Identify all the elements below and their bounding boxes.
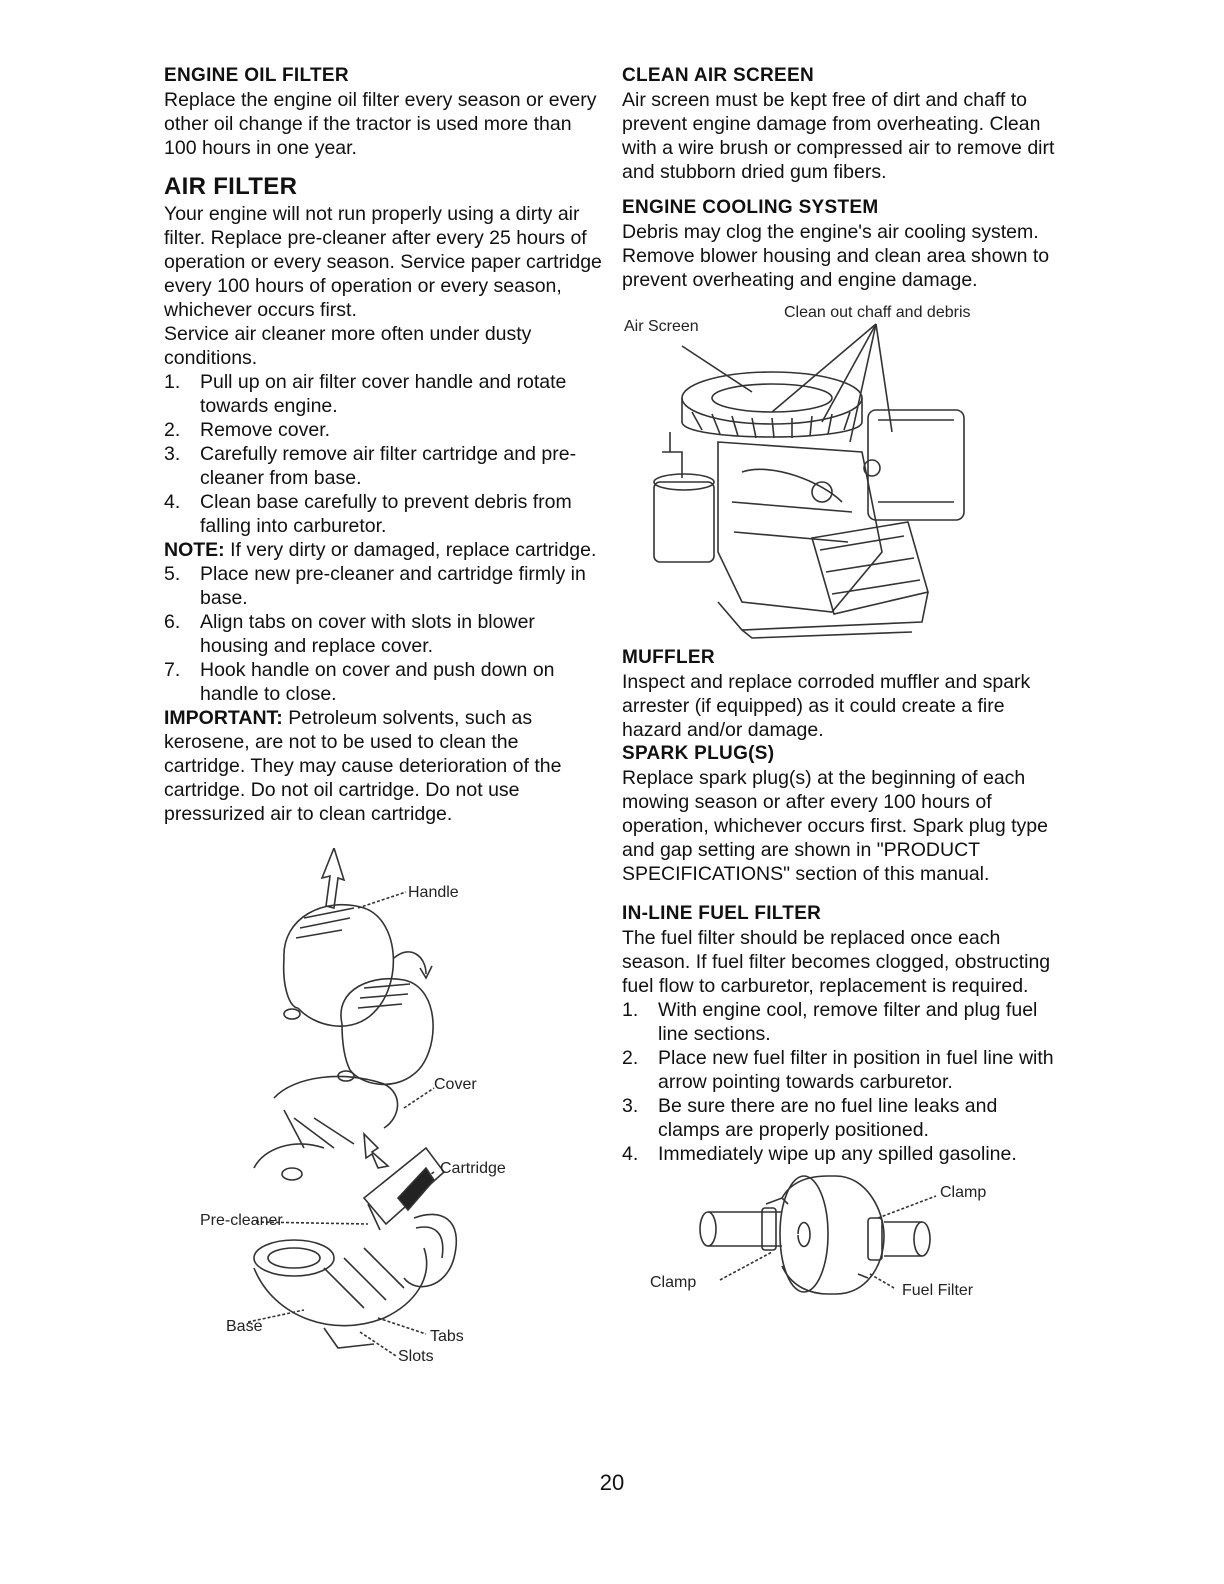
muffler-text: Inspect and replace corroded muffler and spark arrester (if equipped) as it could create a fire hazard and/or damage. xyxy=(622,671,1031,741)
engine-illustration xyxy=(622,302,1062,642)
cartridge-label: Cartridge xyxy=(440,1160,506,1177)
tabs-label: Tabs xyxy=(430,1328,464,1345)
list-item: 3. Carefully remove air filter cartridge and pre-cleaner from base. xyxy=(164,443,577,489)
clamp-top-label: Clamp xyxy=(940,1184,987,1201)
air-filter-steps-b xyxy=(164,562,604,706)
inline-fuel-filter-heading: IN-LINE FUEL FILTER xyxy=(622,903,822,924)
base-label: Base xyxy=(226,1318,263,1335)
handle-label: Handle xyxy=(408,884,459,901)
air-filter-steps-a xyxy=(164,370,604,538)
list-item: 5. Place new pre-cleaner and cartridge firmly in base. xyxy=(164,563,586,609)
clean-out-chaff-label: Clean out chaff and debris xyxy=(784,304,971,321)
left-column xyxy=(164,64,604,1368)
pre-cleaner-label: Pre-cleaner xyxy=(200,1212,283,1229)
list-item: 7. Hook handle on cover and push down on handle to close. xyxy=(164,659,555,705)
engine-oil-filter-text: Replace the engine oil filter every season or every other oil change if the tractor is used more than 100 hours in one year. xyxy=(164,89,597,159)
fuel-filter-figure xyxy=(622,1170,1062,1300)
list-item: 2. Remove cover. xyxy=(164,419,331,441)
engine-cooling-text: Debris may clog the engine's air cooling system. Remove blower housing and clean area shown to prevent overheating and engine damage. xyxy=(622,221,1050,291)
spark-plugs-heading: SPARK PLUG(S) xyxy=(622,743,775,764)
right-column xyxy=(622,64,1062,1300)
spark-plugs-text: Replace spark plug(s) at the beginning of each mowing season or after every 100 hours of operation, whichever occurs first. Spark plug type and gap setting are shown in "PRODUCT SPECIFICATIONS" section of this manual. xyxy=(622,767,1048,885)
clean-air-screen-heading: CLEAN AIR SCREEN xyxy=(622,65,814,86)
engine-figure xyxy=(622,302,1062,642)
air-filter-important: IMPORTANT: Petroleum solvents, such as kerosene, are not to be used to clean the cartridge. They may cause deterioration of the cartridge. Do not oil cartridge. Do not use pressurized air to clean cartridge. xyxy=(164,707,562,825)
air-screen-label: Air Screen xyxy=(624,318,699,335)
clean-air-screen-text: Air screen must be kept free of dirt and chaff to prevent engine damage from overheating. Clean with a wire brush or compressed air to remove dirt and stubborn dried gum fibers. xyxy=(622,89,1055,183)
cover-label: Cover xyxy=(434,1076,477,1093)
fuel-filter-steps xyxy=(622,998,1062,1166)
engine-cooling-heading: ENGINE COOLING SYSTEM xyxy=(622,197,879,218)
list-item: 4. Immediately wipe up any spilled gasoline. xyxy=(622,1143,1017,1165)
slots-label: Slots xyxy=(398,1348,434,1365)
list-item: 3. Be sure there are no fuel line leaks and clamps are properly positioned. xyxy=(622,1095,998,1141)
list-item: 2. Place new fuel filter in position in fuel line with arrow pointing towards carburetor. xyxy=(622,1047,1054,1093)
engine-oil-filter-heading: ENGINE OIL FILTER xyxy=(164,65,349,86)
air-filter-intro-2: Service air cleaner more often under dusty conditions. xyxy=(164,323,532,369)
air-filter-intro: Your engine will not run properly using a dirty air filter. Replace pre-cleaner after every 25 hours of operation or every season. Service paper cartridge every 100 hours of operation or every season, whichever occurs first. xyxy=(164,203,602,321)
list-item: 1. With engine cool, remove filter and plug fuel line sections. xyxy=(622,999,1038,1045)
fuel-filter-label: Fuel Filter xyxy=(902,1282,974,1299)
list-item: 6. Align tabs on cover with slots in blower housing and replace cover. xyxy=(164,611,535,657)
air-filter-illustration xyxy=(164,848,604,1368)
inline-fuel-filter-text: The fuel filter should be replaced once each season. If fuel filter becomes clogged, obstructing fuel flow to carburetor, replacement is required. xyxy=(622,927,1051,997)
air-filter-note: NOTE: If very dirty or damaged, replace cartridge. xyxy=(164,539,597,561)
air-filter-figure xyxy=(164,848,604,1368)
page-number: 20 xyxy=(599,1470,625,1495)
clamp-bottom-label: Clamp xyxy=(650,1274,697,1291)
list-item: 4. Clean base carefully to prevent debris from falling into carburetor. xyxy=(164,491,572,537)
muffler-heading: MUFFLER xyxy=(622,647,715,668)
air-filter-heading: AIR FILTER xyxy=(164,173,298,200)
list-item: 1. Pull up on air filter cover handle and rotate towards engine. xyxy=(164,371,567,417)
